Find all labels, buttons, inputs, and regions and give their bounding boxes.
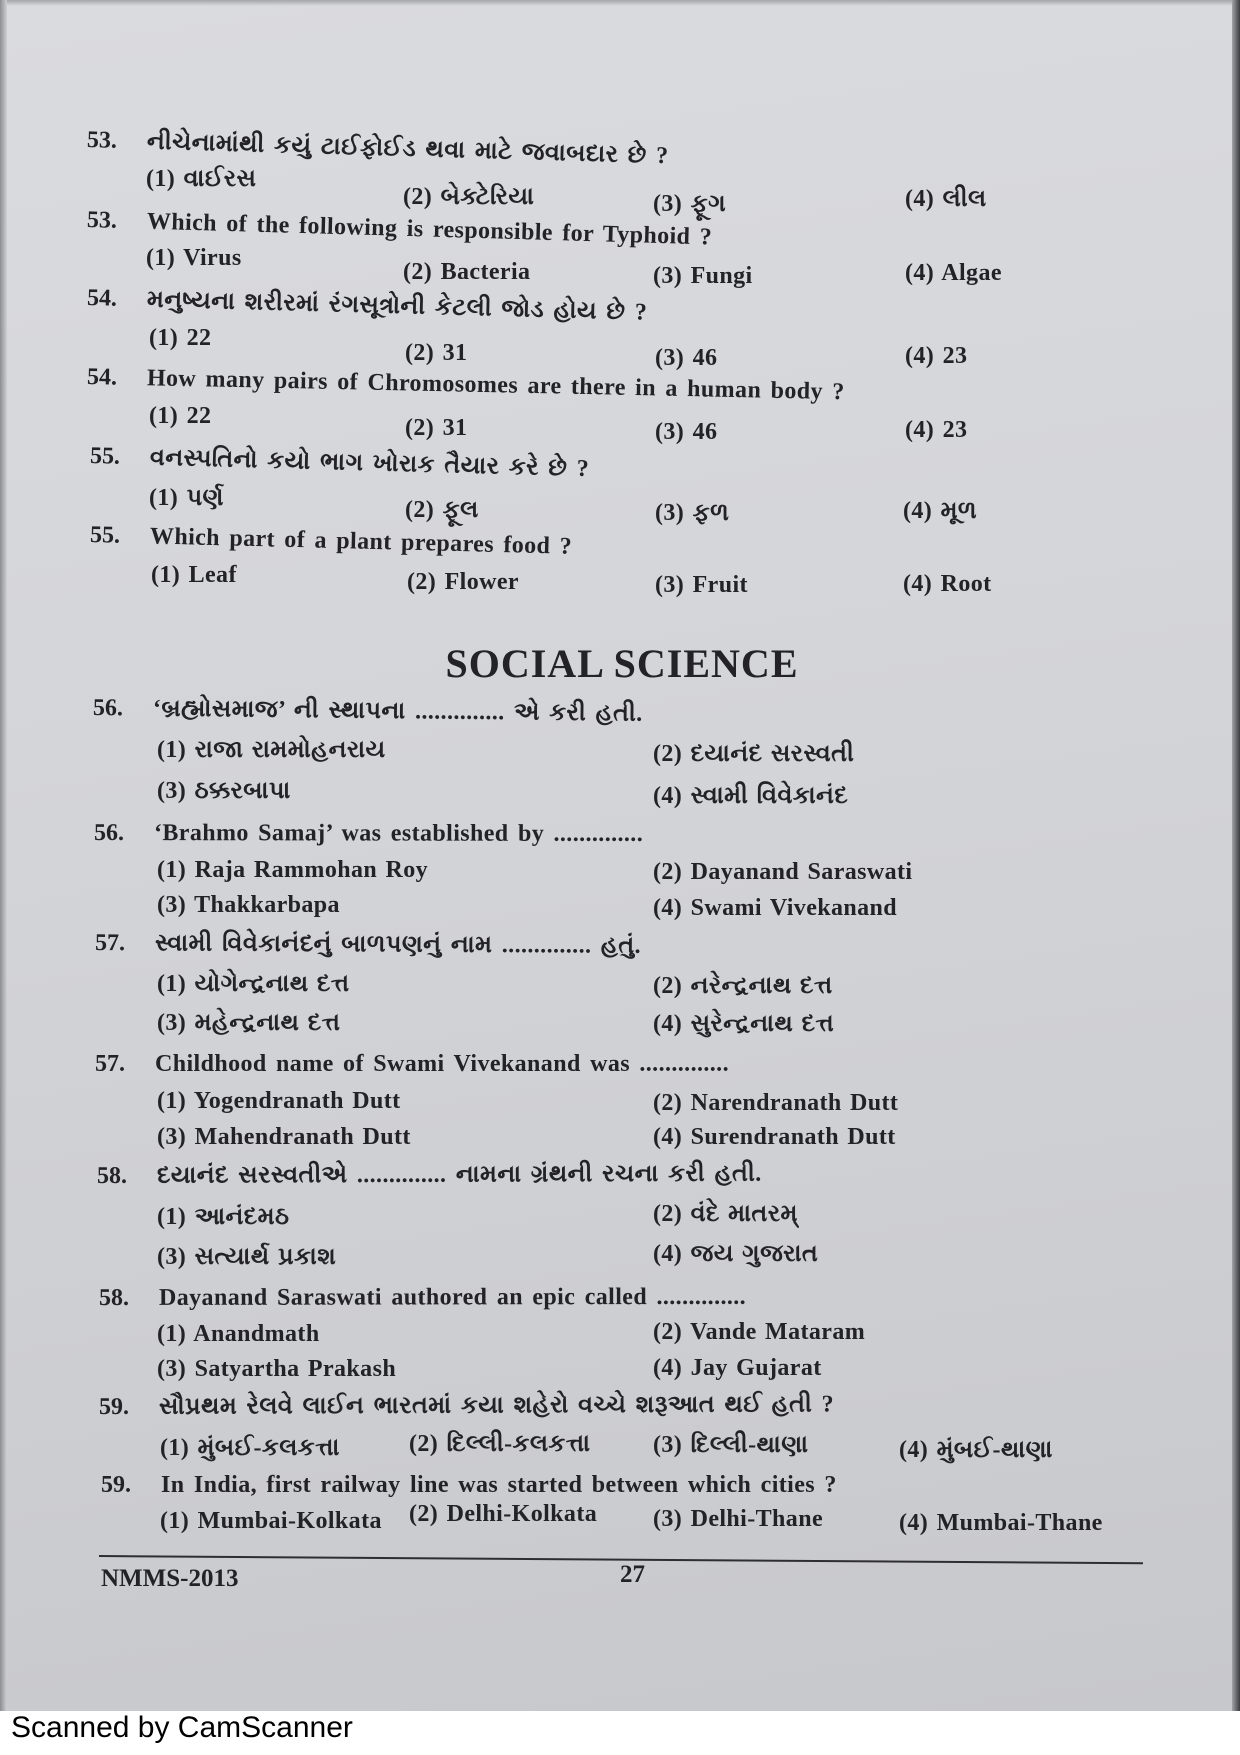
- exam-code: NMMS-2013: [101, 1565, 239, 1592]
- question-53-gujarati-option-4: (4) લીલ: [905, 186, 987, 212]
- question-text: વનસ્પતિનો કયો ભાગ ખોરાક તૈયાર કરે છે ?: [149, 444, 590, 483]
- question-56-gujarati: [93, 693, 643, 729]
- question-text: સ્વામી વિવેકાનંદનું બાળપણનું નામ .............. હતું.: [154, 930, 642, 959]
- question-58-english: [99, 1282, 746, 1313]
- question-number: 55.: [89, 522, 121, 549]
- question-57-english-option-2: (2) Narendranath Dutt: [653, 1090, 899, 1116]
- page-number: 27: [620, 1561, 645, 1588]
- question-55-english: [90, 520, 573, 562]
- question-text: સૌપ્રથમ રેલવે લાઈન ભારતમાં કયા શહેરો વચ્ચે શરૂઆત થઈ હતી ?: [158, 1391, 835, 1420]
- section-heading: SOCIAL SCIENCE: [445, 641, 799, 686]
- question-text: દયાનંદ સરસ્વતીએ .............. નામના ગ્રંથની રચના કરી હતી.: [156, 1160, 762, 1189]
- question-58-english-option-1: (1) Anandmath: [157, 1321, 320, 1347]
- question-54-english-option-4: (4) 23: [905, 417, 968, 443]
- question-number: 54.: [86, 364, 118, 391]
- question-56-english-option-4: (4) Swami Vivekanand: [653, 895, 898, 921]
- question-57-english-option-4: (4) Surendranath Dutt: [653, 1124, 896, 1150]
- question-53-english-option-3: (3) Fungi: [653, 263, 753, 289]
- question-54-gujarati-option-3: (3) 46: [655, 345, 718, 371]
- question-58-gujarati-option-2: (2) વંદે માતરમ્: [653, 1201, 798, 1227]
- question-number: 53.: [86, 207, 118, 234]
- question-text: નીચેનામાંથી કયું ટાઈફોઈડ થવા માટે જવાબદાર છે ?: [146, 128, 669, 170]
- question-58-english-option-2: (2) Vande Mataram: [653, 1319, 866, 1345]
- question-59-english-option-2: (2) Delhi-Kolkata: [409, 1501, 598, 1527]
- question-55-english-option-1: (1) Leaf: [151, 562, 237, 588]
- question-58-gujarati-option-1: (1) આનંદમઠ: [157, 1204, 290, 1230]
- question-54-gujarati-option-1: (1) 22: [149, 325, 212, 351]
- question-59-gujarati-option-4: (4) મુંબઈ-થાણા: [899, 1437, 1053, 1463]
- question-56-english-option-3: (3) Thakkarbapa: [157, 892, 340, 918]
- question-number: 55.: [89, 443, 121, 470]
- question-54-gujarati-option-2: (2) 31: [405, 340, 468, 366]
- question-56-gujarati-option-2: (2) દયાનંદ સરસ્વતી: [653, 741, 855, 767]
- question-text: મનુષ્યના શરીરમાં રંગસૂત્રોની કેટલી જોડ હોય છે ?: [146, 286, 648, 326]
- question-54-english-option-1: (1) 22: [149, 403, 212, 429]
- question-54-english-option-3: (3) 46: [655, 419, 718, 445]
- question-number: 58.: [96, 1162, 128, 1189]
- question-53-gujarati-option-3: (3) ફૂગ: [653, 191, 727, 217]
- question-56-english-option-2: (2) Dayanand Saraswati: [653, 859, 913, 885]
- question-53-gujarati-option-2: (2) બેક્ટેરિયા: [403, 184, 535, 210]
- question-58-english-option-4: (4) Jay Gujarat: [653, 1355, 822, 1381]
- question-54-gujarati: [87, 283, 648, 328]
- question-59-english-option-3: (3) Delhi-Thane: [653, 1506, 823, 1532]
- question-57-gujarati: [95, 928, 641, 961]
- question-number: 56.: [92, 695, 124, 722]
- question-number: 59.: [101, 1472, 131, 1498]
- question-number: 58.: [98, 1284, 130, 1311]
- question-57-gujarati-option-4: (4) સુરેન્દ્રનાથ દત્ત: [653, 1011, 835, 1037]
- question-number: 59.: [98, 1393, 130, 1420]
- question-57-gujarati-option-3: (3) મહેન્દ્રનાથ દત્ત: [157, 1010, 341, 1036]
- question-57-english: [95, 1049, 729, 1079]
- question-59-gujarati-option-1: (1) મુંબઈ-કલકત્તા: [160, 1435, 340, 1461]
- question-53-gujarati-option-1: (1) વાઈરસ: [146, 166, 257, 192]
- question-56-gujarati-option-1: (1) રાજા રામમોહનરાય: [157, 737, 386, 763]
- question-56-english-option-1: (1) Raja Rammohan Roy: [157, 857, 429, 883]
- question-text: ‘બ્રહ્મોસમાજ’ ની સ્થાપના .............. એ કરી હતી.: [152, 695, 643, 727]
- question-text: Which part of a plant prepares food ?: [149, 523, 573, 560]
- question-59-gujarati: [99, 1389, 834, 1422]
- question-58-english-option-3: (3) Satyartha Prakash: [157, 1356, 397, 1382]
- question-58-gujarati: [97, 1159, 762, 1191]
- question-56-english: [94, 818, 643, 849]
- question-54-english-option-2: (2) 31: [405, 415, 468, 441]
- question-number: 54.: [86, 285, 118, 312]
- question-53-english-option-2: (2) Bacteria: [403, 259, 531, 285]
- question-55-gujarati: [90, 441, 590, 484]
- question-59-english-option-4: (4) Mumbai-Thane: [899, 1510, 1103, 1536]
- question-55-gujarati-option-4: (4) મૂળ: [903, 498, 978, 524]
- question-number: 56.: [93, 820, 125, 847]
- question-57-english-option-1: (1) Yogendranath Dutt: [157, 1088, 401, 1114]
- question-text: Childhood name of Swami Vivekanand was ..............: [155, 1051, 729, 1077]
- question-57-gujarati-option-2: (2) નરેન્દ્રનાથ દત્ત: [653, 973, 833, 999]
- question-59-english-option-1: (1) Mumbai-Kolkata: [160, 1508, 382, 1534]
- question-59-gujarati-option-2: (2) દિલ્લી-કલકત્તા: [409, 1431, 591, 1457]
- question-56-gujarati-option-3: (3) ઠક્કરબાપા: [157, 778, 291, 804]
- question-55-english-option-2: (2) Flower: [407, 569, 519, 595]
- question-text: Which of the following is responsible for Typhoid ?: [146, 208, 713, 251]
- question-57-gujarati-option-1: (1) યોગેન્દ્રનાથ દત્ત: [157, 971, 350, 997]
- question-text: ‘Brahmo Samaj’ was established by ..............: [153, 820, 644, 847]
- question-55-gujarati-option-2: (2) ફૂલ: [405, 497, 479, 523]
- question-number: 57.: [95, 1051, 125, 1077]
- question-number: 57.: [94, 930, 126, 957]
- question-59-english: [101, 1470, 837, 1500]
- question-53-english-option-1: (1) Virus: [146, 245, 242, 271]
- question-54-gujarati-option-4: (4) 23: [905, 343, 968, 369]
- question-59-gujarati-option-3: (3) દિલ્લી-થાણા: [653, 1432, 809, 1458]
- question-text: In India, first railway line was started between which cities ?: [161, 1472, 837, 1498]
- question-text: How many pairs of Chromosomes are there in a human body ?: [146, 365, 845, 406]
- question-55-english-option-4: (4) Root: [903, 571, 992, 597]
- question-58-gujarati-option-3: (3) સત્યાર્થ પ્રકાશ: [157, 1244, 337, 1270]
- question-53-english-option-4: (4) Algae: [905, 260, 1002, 286]
- question-55-gujarati-option-1: (1) પર્ણ: [149, 485, 224, 511]
- question-56-gujarati-option-4: (4) સ્વામી વિવેકાનંદ: [653, 783, 849, 809]
- scanner-caption: Scanned by CamScanner: [11, 1711, 353, 1744]
- question-57-english-option-3: (3) Mahendranath Dutt: [157, 1124, 411, 1150]
- question-55-gujarati-option-3: (3) ફળ: [655, 500, 730, 526]
- question-58-gujarati-option-4: (4) જય ગુજરાત: [653, 1241, 819, 1267]
- question-55-english-option-3: (3) Fruit: [655, 572, 748, 598]
- question-number: 53.: [86, 127, 118, 154]
- question-text: Dayanand Saraswati authored an epic called ..............: [158, 1283, 747, 1311]
